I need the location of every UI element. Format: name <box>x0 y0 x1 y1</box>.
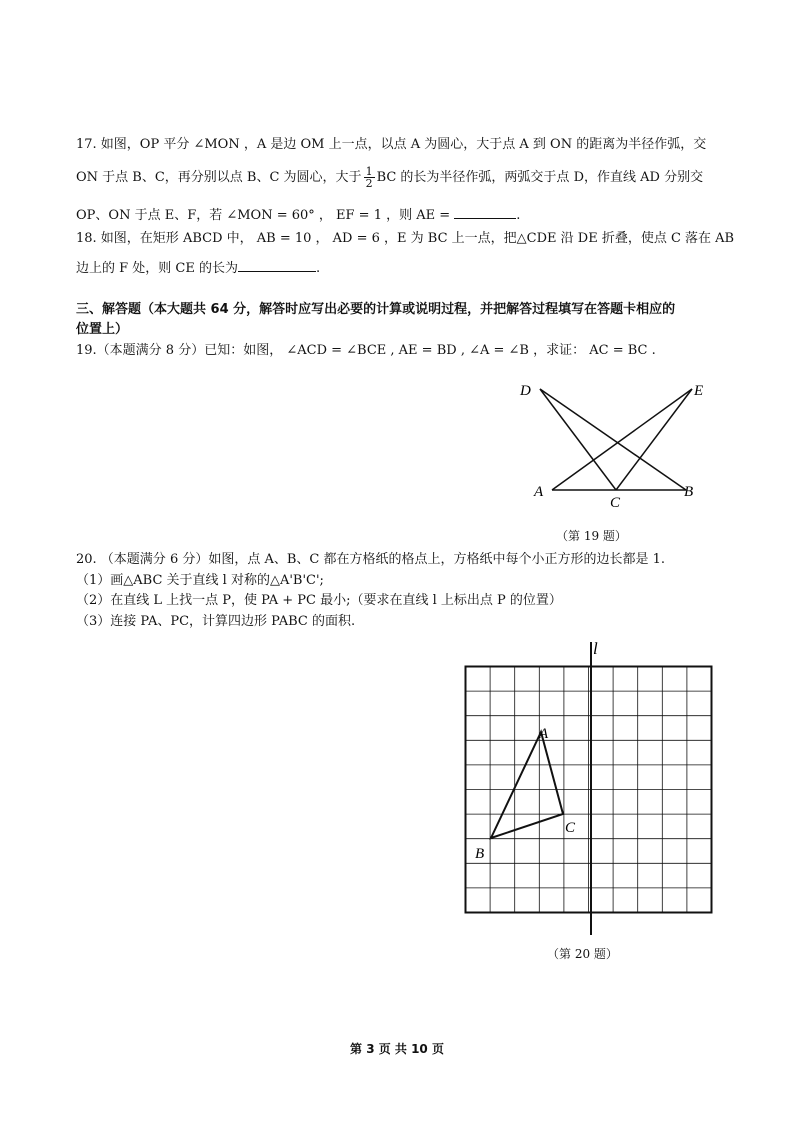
q18-line-1: 18. 如图，在矩形 ABCD 中， AB = 10 ， AD = 6 ，E 为 BC 上一点，把△CDE 沿 DE 折叠，使点 C 落在 AB <box>76 231 735 246</box>
q19-segment-db <box>540 389 686 490</box>
q17-line-2-part-b: BC 的长为半径作弧，两弧交于点 D，作直线 AD 分别交 <box>376 170 704 185</box>
q20-line-4: （3）连接 PA、PC，计算四边形 PABC 的面积. <box>76 614 356 629</box>
q20-label-l: l <box>593 639 598 658</box>
q17-line-3 <box>76 204 724 225</box>
q19-segment-ea <box>552 389 692 490</box>
q17-fraction-denominator: 2 <box>365 177 373 190</box>
q17-fraction <box>364 166 375 189</box>
q19-text: 19.（本题满分 8 分）已知：如图， ∠ACD = ∠BCE , AE = BD , ∠A = ∠B ，求证： AC = BC . <box>76 343 656 358</box>
q19-label-d: D <box>520 383 531 399</box>
q17-line-3-text: OP、ON 于点 E、F，若 ∠MON = 60° ， EF = 1 ，则 AE = <box>76 208 451 223</box>
page-footer: 第 3 页 共 10 页 <box>350 1042 444 1056</box>
q20-label-b: B <box>475 846 485 862</box>
q20-triangle-abc <box>491 732 563 838</box>
q17-line-1: 17. 如图，OP 平分 ∠MON ，A 是边 OM 上一点，以点 A 为圆心，大于点 A 到 ON 的距离为半径作弧，交 <box>76 137 707 152</box>
q19-figure <box>510 375 720 510</box>
q20-label-a: A <box>539 726 549 742</box>
q19-label-c: C <box>610 495 621 510</box>
q17-answer-blank[interactable] <box>454 204 516 219</box>
q18-answer-blank[interactable] <box>238 257 316 272</box>
q19-segment-dc <box>540 389 616 490</box>
q20-grid-figure <box>455 636 725 941</box>
q17-fraction-numerator: 1 <box>365 165 373 178</box>
q20-line-1: 20. （本题满分 6 分）如图，点 A、B、C 都在方格纸的格点上，方格纸中每个小正方形的边长都是 1. <box>76 552 666 567</box>
q19-label-a: A <box>534 484 544 500</box>
q20-caption: （第 20 题） <box>547 947 618 961</box>
q19-caption: （第 19 题） <box>556 529 627 543</box>
q20-label-c: C <box>565 820 576 836</box>
q18-line-2-text: 边上的 F 处，则 CE 的长为 <box>76 261 238 276</box>
q19-label-b: B <box>684 484 694 500</box>
q19-label-e: E <box>694 383 704 399</box>
q17-line-2-part-a: ON 于点 B、C，再分别以点 B、C 为圆心，大于 <box>76 170 362 185</box>
q17-line-3-end: . <box>516 208 521 223</box>
q17-line-2 <box>76 166 724 189</box>
section-3-heading-line-1: 三、解答题（本大题共 64 分，解答时应写出必要的计算或说明过程，并把解答过程填写在答题卡相应的 <box>76 302 676 317</box>
q18-line-2 <box>76 257 724 278</box>
q18-line-2-end: . <box>316 261 321 276</box>
section-3-heading-line-2: 位置上） <box>76 322 129 337</box>
q19-segment-ec <box>616 389 692 490</box>
q20-line-2: （1）画△ABC 关于直线 l 对称的△A'B'C'; <box>76 573 324 588</box>
q20-line-3: （2）在直线 L 上找一点 P，使 PA + PC 最小;（要求在直线 l 上标出点 P 的位置） <box>76 593 562 608</box>
